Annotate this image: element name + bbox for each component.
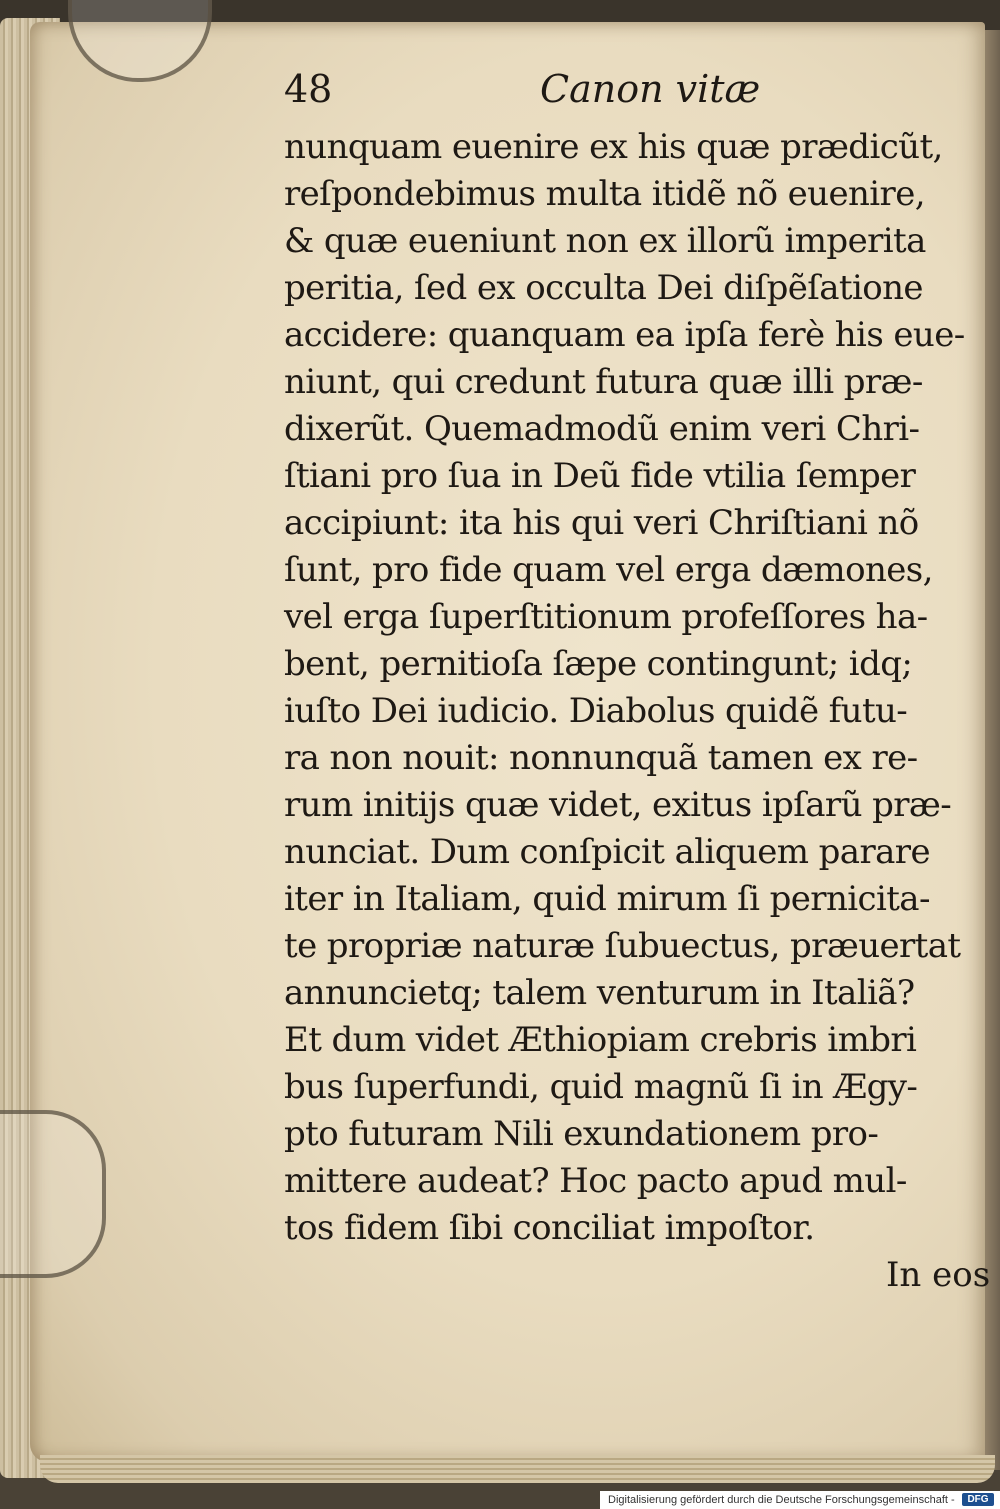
- text-line: ra non nouit: nonnunquã tamen ex re-: [284, 738, 918, 778]
- text-line: nunciat. Dum conſpicit aliquem parare: [284, 832, 930, 872]
- text-line: ſtiani pro ſua in Deũ fide vtilia ſemper: [284, 456, 916, 496]
- text-line: accipiunt: ita his qui veri Chriſtiani nõ: [284, 503, 919, 543]
- text-line: dixerũt. Quemadmodũ enim veri Chri-: [284, 409, 920, 449]
- text-line: annuncietq; talem venturum in Italiã?: [284, 973, 915, 1013]
- body-text: [284, 124, 994, 1252]
- text-line: tos fidem ſibi conciliat impoſtor.: [284, 1208, 815, 1248]
- text-line: reſpondebimus multa itidẽ nõ euenire,: [284, 174, 925, 214]
- page-bottom-edge: [40, 1455, 995, 1483]
- text-line: iuſto Dei iudicio. Diabolus quidẽ futu-: [284, 691, 908, 731]
- running-title: Canon vitæ: [540, 67, 761, 111]
- text-line: te propriæ naturæ ſubuectus, præuertat: [284, 926, 961, 966]
- page-number: 48: [284, 67, 333, 111]
- text-line: bus ſuperfundi, quid magnũ ſi in Ægy-: [284, 1067, 918, 1107]
- text-line: bent, pernitioſa ſæpe contingunt; idq;: [284, 644, 913, 684]
- text-line: vel erga ſuperſtitionum profeſſores ha-: [284, 597, 928, 637]
- running-head: [284, 60, 994, 124]
- funding-credit: Digitalisierung gefördert durch die Deutsche Forschungsgemeinschaft -: [608, 1494, 955, 1506]
- text-line: ſunt, pro fide quam vel erga dæmones,: [284, 550, 933, 590]
- catchword: In eos: [886, 1255, 991, 1295]
- text-line: mittere audeat? Hoc pacto apud mul-: [284, 1161, 907, 1201]
- page-text-block: [284, 60, 994, 1252]
- text-line: niunt, qui credunt futura quæ illi præ-: [284, 362, 923, 402]
- text-line: rum initijs quæ videt, exitus ipſarũ præ-: [284, 785, 952, 825]
- dfg-logo-icon: DFG: [962, 1493, 994, 1506]
- text-line: Et dum videt Æthiopiam crebris imbri: [284, 1020, 917, 1060]
- text-line: nunquam euenire ex his quæ prædicũt,: [284, 127, 943, 167]
- text-line: accidere: quanquam ea ipſa ferè his eue-: [284, 315, 965, 355]
- text-line: iter in Italiam, quid mirum ſi pernicita-: [284, 879, 930, 919]
- text-line: peritia, ſed ex occulta Dei diſpẽſatione: [284, 268, 923, 308]
- text-line: & quæ eueniunt non ex illorũ imperita: [284, 221, 926, 261]
- text-line: pto futuram Nili exundationem pro-: [284, 1114, 879, 1154]
- glass-clip-left: [0, 1110, 106, 1278]
